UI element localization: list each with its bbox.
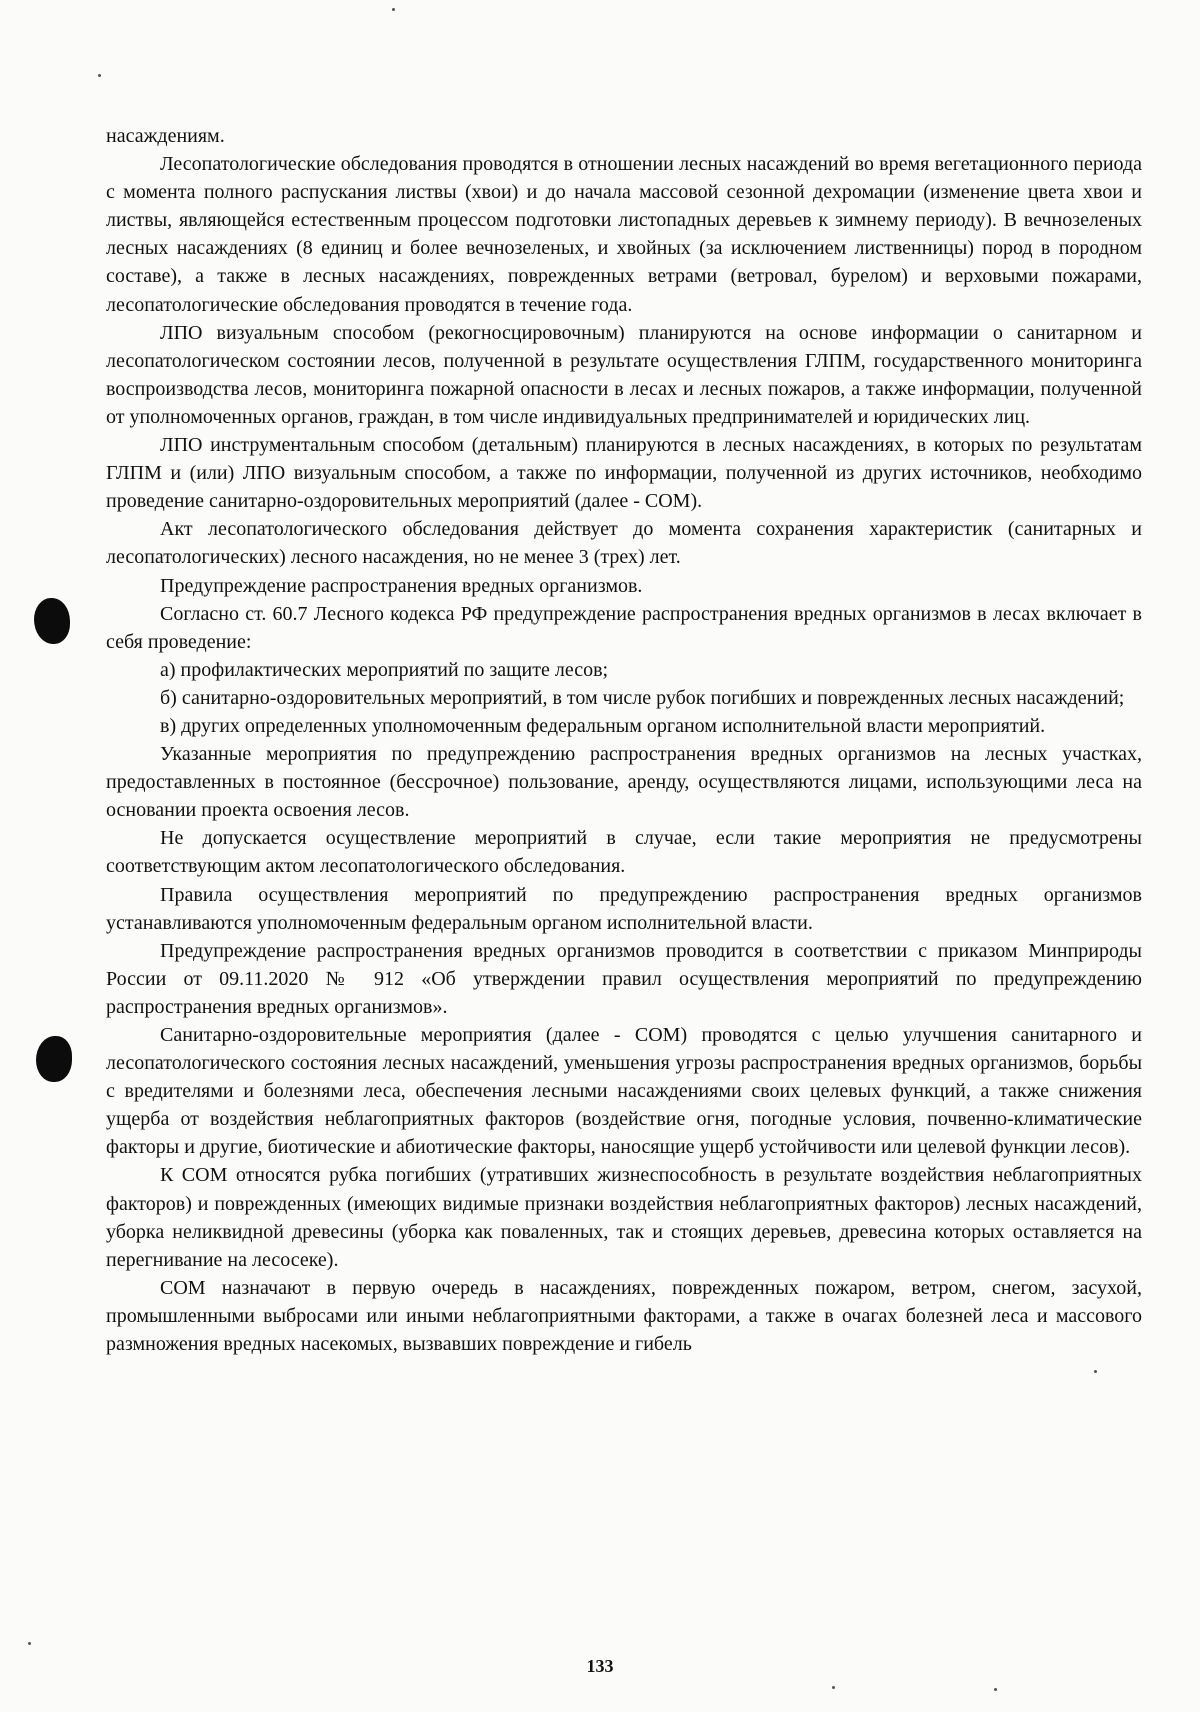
- scan-speck: [1094, 1370, 1097, 1373]
- list-item-a: а) профилактических мероприятий по защите лесов;: [160, 658, 609, 681]
- scan-speck: [98, 74, 101, 77]
- paragraph-rules: Правила осуществления мероприятий по предупреждению распространения вредных организмов устанавливаются уполномоченным федеральным органом исполнительной власти.: [106, 883, 1142, 934]
- punch-hole-mark: [34, 598, 70, 644]
- scan-speck: [392, 8, 395, 11]
- paragraph-not-allowed: Не допускается осуществление мероприятий в случае, если такие мероприятия не предусмотрены соответствующим актом лесопатологического обследования.: [106, 827, 1142, 878]
- list-item-b: б) санитарно-оздоровительных мероприятий, в том числе рубок погибших и поврежденных лесных насаждений;: [160, 686, 1125, 709]
- paragraph-survey-period: Лесопатологические обследования проводятся в отношении лесных насаждений во время вегетационного периода с момента полного распускания листвы (хвои) и до начала массовой сезонной дехромации (изменение цвета хвои и листвы, являющейся естественным процессом подготовки листопадных деревьев к зимнему периоду). В вечнозеленых лесных насаждениях (8 единиц и более вечнозеленых, и хвойных (за исключением лиственницы) пород в породном составе), а также в лесных насаждениях, поврежденных ветрами (ветровал, бурелом) и верховыми пожарами, лесопатологические обследования проводятся в течение года.: [106, 153, 1142, 316]
- paragraph-act-validity: Акт лесопатологического обследования действует до момента сохранения характеристик (санитарных и лесопатологических) лесного насаждения, но не менее 3 (трех) лет.: [106, 518, 1142, 569]
- paragraph-order-912: Предупреждение распространения вредных организмов проводится в соответствии с приказом Минприроды России от 09.11.2020 № 912 «Об утверждении правил осуществления мероприятий по предупреждению распространения вредных организмов».: [106, 939, 1142, 1018]
- page-number: 133: [586, 1656, 614, 1676]
- document-body: [106, 122, 1142, 1358]
- paragraph-som-purpose: Санитарно-оздоровительные мероприятия (далее - СОМ) проводятся с целью улучшения санитарного и лесопатологического состояния лесных насаждений, уменьшения угрозы распространения вредных организмов, борьбы с вредителями и болезнями леса, обеспечения лесными насаждениями своих целевых функций, а также снижения ущерба от воздействия неблагоприятных факторов (воздействие огня, погодные условия, почвенно-климатические факторы и другие, биотические и абиотические факторы, наносящие ущерб устойчивости или целевой функции лесов).: [106, 1024, 1142, 1159]
- paragraph-section-heading: Предупреждение распространения вредных организмов.: [160, 574, 643, 597]
- scan-speck: [832, 1686, 835, 1689]
- paragraph-forest-code: Согласно ст. 60.7 Лесного кодекса РФ предупреждение распространения вредных организмов в лесах включает в себя проведение:: [106, 602, 1142, 653]
- paragraph-measures-performers: Указанные мероприятия по предупреждению распространения вредных организмов на лесных участках, предоставленных в постоянное (бессрочное) пользование, аренду, осуществляются лицами, использующими леса на основании проекта освоения лесов.: [106, 743, 1142, 822]
- scan-speck: [994, 1688, 997, 1691]
- paragraph-continuation: насаждениям.: [106, 125, 225, 147]
- paragraph-visual-lpo: ЛПО визуальным способом (рекогносцировочным) планируются на основе информации о санитарном и лесопатологическом состоянии лесов, полученной в результате осуществления ГЛПМ, государственного мониторинга воспроизводства лесов, мониторинга пожарной опасности в лесах и лесных пожаров, а также информации, полученной от уполномоченных органов, граждан, в том числе индивидуальных предпринимателей и юридических лиц.: [106, 321, 1142, 428]
- paragraph-instrumental-lpo: ЛПО инструментальным способом (детальным) планируются в лесных насаждениях, в которых по результатам ГЛПМ и (или) ЛПО визуальным способом, а также по информации, полученной из других источников, необходимо проведение санитарно-оздоровительных мероприятий (далее - СОМ).: [106, 434, 1142, 513]
- paragraph-som-includes: К СОМ относятся рубка погибших (утративших жизнеспособность в результате воздействия неблагоприятных факторов) и поврежденных (имеющих видимые признаки воздействия неблагоприятных факторов) лесных насаждений, уборка неликвидной древесины (уборка как поваленных, так и стоящих деревьев, древесина которых оставляется на перегнивание на лесосеке).: [106, 1164, 1142, 1271]
- punch-hole-mark: [36, 1036, 72, 1082]
- scan-speck: [28, 1642, 31, 1645]
- paragraph-som-assignment: СОМ назначают в первую очередь в насаждениях, поврежденных пожаром, ветром, снегом, засухой, промышленными выбросами или иными неблагоприятными факторами, а также в очагах болезней леса и массового размножения вредных насекомых, вызвавших повреждение и гибель: [106, 1276, 1142, 1356]
- list-item-c: в) других определенных уполномоченным федеральным органом исполнительной власти мероприятий.: [160, 714, 1046, 737]
